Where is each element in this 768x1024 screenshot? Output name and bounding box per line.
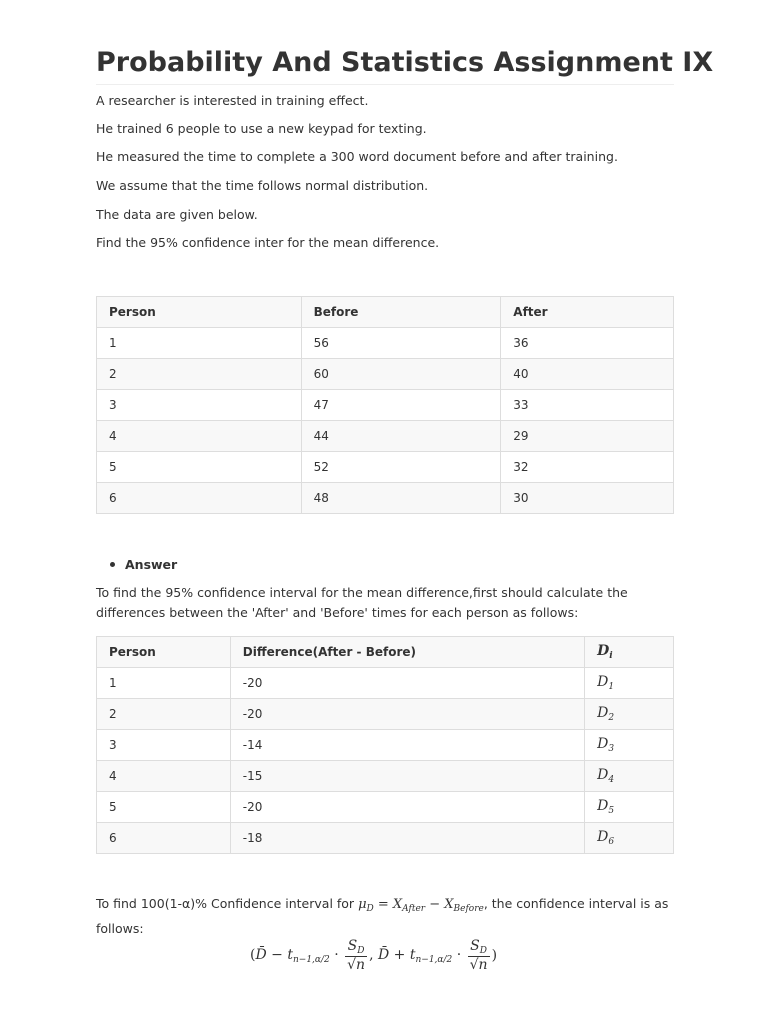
table-cell: 29	[501, 421, 674, 452]
column-header-after: After	[501, 297, 674, 328]
answer-label: Answer	[125, 557, 178, 572]
math-symbol: $D_1$	[597, 674, 615, 692]
data-table	[96, 296, 674, 514]
ci-intro-text	[96, 894, 676, 939]
table-cell: 52	[301, 452, 501, 483]
table-row	[97, 452, 674, 483]
table-cell: 6	[97, 483, 302, 514]
table-cell: 6	[97, 823, 231, 854]
intro-line-1: A researcher is interested in training effect.	[96, 93, 369, 108]
column-header-before: Before	[301, 297, 501, 328]
math-symbol: $D_2$	[597, 705, 615, 723]
table-cell	[585, 823, 674, 854]
table-row	[97, 328, 674, 359]
table-cell: -18	[230, 823, 584, 854]
column-header-person: Person	[97, 297, 302, 328]
column-header-person: Person	[97, 637, 231, 668]
answer-heading	[108, 556, 177, 574]
table-cell: 48	[301, 483, 501, 514]
ci-text-before: To find 100(1-α)% Confidence interval for	[96, 896, 355, 911]
intro-line-4: We assume that the time follows normal distribution.	[96, 178, 429, 193]
table-row	[97, 792, 674, 823]
table-cell: -20	[230, 699, 584, 730]
table-header-row	[97, 297, 674, 328]
table-cell	[585, 668, 674, 699]
table-cell: -15	[230, 761, 584, 792]
table-cell: 5	[97, 792, 231, 823]
intro-line-5: The data are given below.	[96, 207, 258, 222]
intro-line-6: Find the 95% confidence inter for the mean difference.	[96, 235, 440, 250]
table-cell: 1	[97, 328, 302, 359]
table-header-row	[97, 637, 674, 668]
table-row	[97, 421, 674, 452]
math-symbol: $D_5$	[597, 798, 615, 816]
page-title: Probability And Statistics Assignment IX	[96, 44, 674, 85]
table-cell: 1	[97, 668, 231, 699]
table-cell: 40	[501, 359, 674, 390]
answer-text: To find the 95% confidence interval for the mean difference,first should calculate the differences between the 'After' and 'Before' times for each person as follows:	[96, 585, 628, 620]
table-cell	[585, 792, 674, 823]
table-cell: 36	[501, 328, 674, 359]
table-cell: 56	[301, 328, 501, 359]
ci-text-after: , the confidence interval is as follows:	[96, 896, 669, 936]
bullet-icon	[110, 562, 115, 567]
table-row	[97, 699, 674, 730]
table-row	[97, 730, 674, 761]
math-symbol: $D_4$	[597, 767, 615, 785]
intro-line-2: He trained 6 people to use a new keypad for texting.	[96, 121, 427, 136]
confidence-interval-formula: (D̄ − $t_{n-1,\alpha/2}$ · $\frac{S_D}{√n}$ , D̄ + $t_{n-1,\alpha/2}$ · $\frac{S_D}{√n}$ )	[250, 938, 498, 973]
math-symbol: $D_i$	[597, 643, 613, 661]
column-header-difference: Difference(After - Before)	[230, 637, 584, 668]
table-cell	[585, 730, 674, 761]
table-cell: 44	[301, 421, 501, 452]
table-cell: -14	[230, 730, 584, 761]
table-cell: 2	[97, 699, 231, 730]
table-cell	[585, 699, 674, 730]
table-cell: 2	[97, 359, 302, 390]
difference-table	[96, 636, 674, 854]
table-cell: 4	[97, 421, 302, 452]
table-row	[97, 668, 674, 699]
table-cell: 30	[501, 483, 674, 514]
table-cell: -20	[230, 668, 584, 699]
table-cell: 4	[97, 761, 231, 792]
table-cell: 33	[501, 390, 674, 421]
table-row	[97, 483, 674, 514]
intro-line-3: He measured the time to complete a 300 word document before and after training.	[96, 149, 618, 164]
table-row	[97, 359, 674, 390]
table-cell: 5	[97, 452, 302, 483]
table-cell: 3	[97, 730, 231, 761]
math-symbol: $D_3$	[597, 736, 615, 754]
column-header-di	[585, 637, 674, 668]
table-cell: 47	[301, 390, 501, 421]
table-row	[97, 390, 674, 421]
table-cell: 32	[501, 452, 674, 483]
table-row	[97, 761, 674, 792]
table-cell: -20	[230, 792, 584, 823]
table-row	[97, 823, 674, 854]
table-cell: 3	[97, 390, 302, 421]
math-symbol: $D_6$	[597, 829, 615, 847]
table-cell	[585, 761, 674, 792]
mu-formula: $\mu_D = X_{After} - X_{Before}$	[358, 897, 484, 914]
table-cell: 60	[301, 359, 501, 390]
